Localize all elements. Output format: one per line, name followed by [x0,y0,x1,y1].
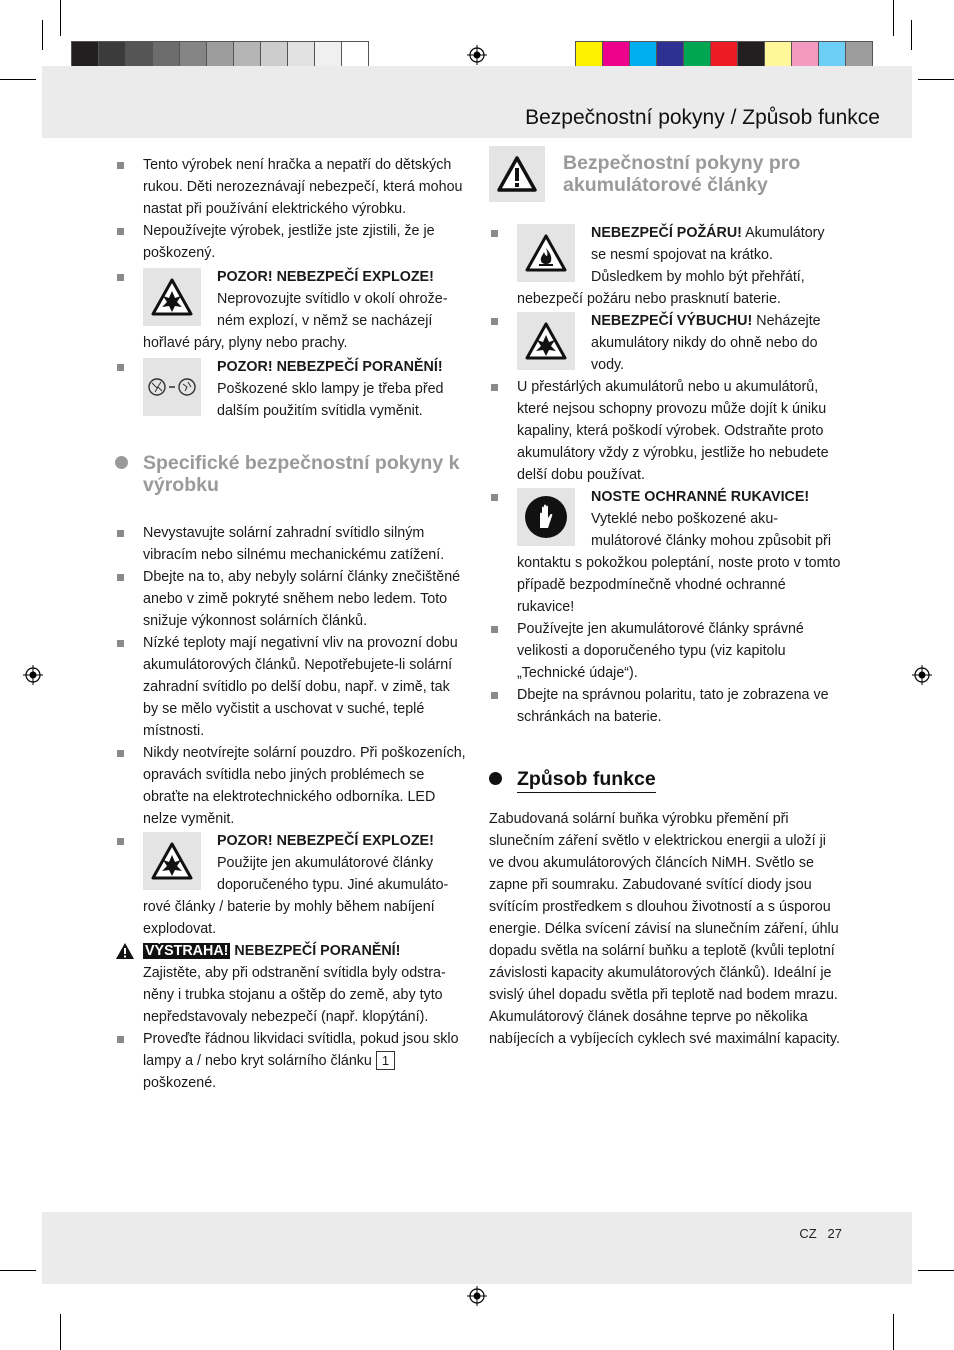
color-swatch [260,41,288,69]
color-swatch [233,41,261,69]
color-swatch [179,41,207,69]
crop-mark [60,1314,61,1350]
registration-mark-icon [467,45,487,65]
section-heading-function [489,768,841,790]
blast-warning [489,310,841,376]
list-item-text: poškozené. [143,1075,217,1091]
warning-heading: NEBEZPEČÍ VÝBUCHU! [591,313,753,329]
crop-mark [893,0,894,36]
list-item: Dbejte na správnou polaritu, tato je zobrazena ve schránkách na baterie. [489,684,841,728]
color-swatch [152,41,180,69]
function-paragraph: Zabudovaná solární buňka výrobku přemění při slunečním záření světlo v elektrickou energii a uloží ji ve dvou akumulátorových článcích NiMH. Světlo se zapne při soumraku. Zabudované svítící diody jsou svítícím prostředkem s dlouhou životností a s úsporou energie. Délka svícení závisí na slunečním záření, úhlu dopadu světla na solární buňku a teplotě (kvůli teplotní závislosti kapacity akumulátorových článků). Ideální je svislý úhel dopadu světla při teplotě nad bodem mrazu. Akumulátorový článek dosáhne teprve po několika nabíjecích a vybíjecích cyklech své maximální kapacity. [489,811,840,1047]
warning-heading: NEBEZPEČÍ PORANĚNÍ! [234,943,401,959]
section-heading-text: Způsob funkce [517,768,656,793]
color-swatch [737,41,765,69]
part-number-badge: 1 [376,1051,395,1070]
color-swatch [341,41,369,69]
color-swatch [314,41,342,69]
list-item: Nepoužívejte výrobek, jestliže jste zjistili, že je poškozený. [115,220,467,264]
battery-safety-heading [489,146,841,202]
color-swatch [710,41,738,69]
color-swatch [764,41,792,69]
color-swatch [683,41,711,69]
explosion-icon [143,832,201,890]
explosion-icon [143,268,201,326]
warning-heading: NEBEZPEČÍ POŽÁRU! [591,225,742,241]
color-swatch [656,41,684,69]
crop-mark [42,20,43,50]
color-swatch [845,41,873,69]
list-item: Používejte jen akumulátorové články správné velikosti a doporučeného typu (viz kapitolu „Technické údaje“). [489,618,841,684]
injury-warning-line [115,940,467,1028]
footer-band [42,1212,912,1284]
section-heading-battery: Bezpečnostní pokyny pro akumulátorové články [563,152,801,196]
registration-mark-icon [912,665,932,685]
registration-mark-icon [467,1286,487,1306]
left-column [115,154,467,1094]
warning-heading: POZOR! NEBEZPEČÍ PORANĚNÍ! [217,359,443,375]
warning-text: Neprovozujte svítidlo v okolí ohroženém explozí, v němž se nacházejí hořlavé páry, plyny nebo prachy. [143,291,448,351]
explosion-icon [517,312,575,370]
fire-warning [489,222,841,310]
right-column [489,146,841,1050]
list-item: U přestárlých akumulátorů nebo u akumulátorů, které nejsou schopny provozu může dojít k úniku kapaliny, která poškodí výrobek. Odstraňte proto akumulátory vždy z výrobku, jestliže ho nebudete delší dobu používat. [489,376,841,486]
warning-text: Vyteklé nebo poškozené akumulátorové články mohou způsobit při kontaktu s pokožkou poleptání, noste proto v tomto případě bezpodmínečně vhodné ochranné rukavice! [517,511,841,615]
color-swatch [287,41,315,69]
color-swatch [602,41,630,69]
warning-text: Akumulátory se nesmí spojovat na krátko. Důsledkem by mohlo být přehřátí, nebezpečí požáru nebo prasknutí baterie. [517,225,825,307]
warning-tag: VÝSTRAHA! [145,943,229,959]
list-item: Nikdy neotvírejte solární pouzdro. Při poškozeních, opravách svítidla nebo jiných problémech se obraťte na elektrotechnického odborníka. LED nelze vyměnit. [115,742,467,830]
warning-text: Zajistěte, aby při odstranění svítidla byly odstraněny i trubka stojanu a oštěp do země, aby tyto nepředstavovaly nebezpečí (např. klopýtání). [143,965,446,1025]
gloves-icon [517,488,575,546]
warning-text: Poškozené sklo lampy je třeba před dalším použitím svítidla vyměnit. [217,381,444,419]
crop-mark [918,79,954,80]
color-swatch [71,41,99,69]
explosion-warning [115,266,467,354]
page-title: Bezpečnostní pokyny / Způsob funkce [525,106,880,129]
registration-mark-icon [23,665,43,685]
crop-mark [893,1314,894,1350]
explosion-warning [115,830,467,940]
color-swatch [575,41,603,69]
list-item: Nízké teploty mají negativní vliv na provozní dobu akumulátorových článků. Nepotřebujete-li solární zahradní svítidlo po delší dobu, např. v zimě, tak by se mělo vyčistit a uschovat v suché, teplé místnosti. [115,632,467,742]
color-swatch [98,41,126,69]
list-item: Dbejte na to, aby nebyly solární články znečištěné anebo v zimě pokryté sněhem nebo ledem. Toto snižuje výkonnost solárních článků. [115,566,467,632]
color-swatch [818,41,846,69]
broken-glass-icon [143,358,201,416]
fire-icon [517,224,575,282]
warning-text: Neházejte akumulátory nikdy do ohně nebo do vody. [591,313,821,373]
list-item: Tento výrobek není hračka a nepatří do dětských rukou. Děti nerozeznávají nebezpečí, která mohou nastat při používání elektrického výrobku. [115,154,467,220]
crop-mark [60,0,61,36]
section-heading-specific: Specifické bezpečnostní pokyny k výrobku [115,452,467,496]
warning-heading: POZOR! NEBEZPEČÍ EXPLOZE! [217,269,434,285]
gloves-warning [489,486,841,618]
page-number: 27 [827,1226,842,1241]
warning-triangle-icon [489,146,545,202]
crop-mark [911,20,912,50]
crop-mark [918,1270,954,1271]
warning-triangle-icon [115,942,135,960]
warning-text: Použijte jen akumulátorové články doporučeného typu. Jiné akumulátorové články / baterie by mohly během nabíjení explodovat. [143,855,449,937]
gray-color-bar [72,41,369,69]
warning-heading: NOSTE OCHRANNÉ RUKAVICE! [591,489,810,505]
color-swatch [629,41,657,69]
crop-mark [0,79,36,80]
language-code: CZ [799,1226,817,1241]
injury-warning [115,356,467,422]
list-item-text: Proveďte řádnou likvidaci svítidla, pokud jsou sklo lampy a / nebo kryt solárního článku [143,1031,459,1069]
process-color-bar [576,41,873,69]
crop-mark [0,1270,36,1271]
color-swatch [791,41,819,69]
list-item [115,1028,467,1094]
page-footer [799,1226,842,1241]
list-item: Nevystavujte solární zahradní svítidlo silným vibracím nebo silnému mechanickému zatížení. [115,522,467,566]
color-swatch [206,41,234,69]
warning-heading: POZOR! NEBEZPEČÍ EXPLOZE! [217,833,434,849]
color-swatch [125,41,153,69]
